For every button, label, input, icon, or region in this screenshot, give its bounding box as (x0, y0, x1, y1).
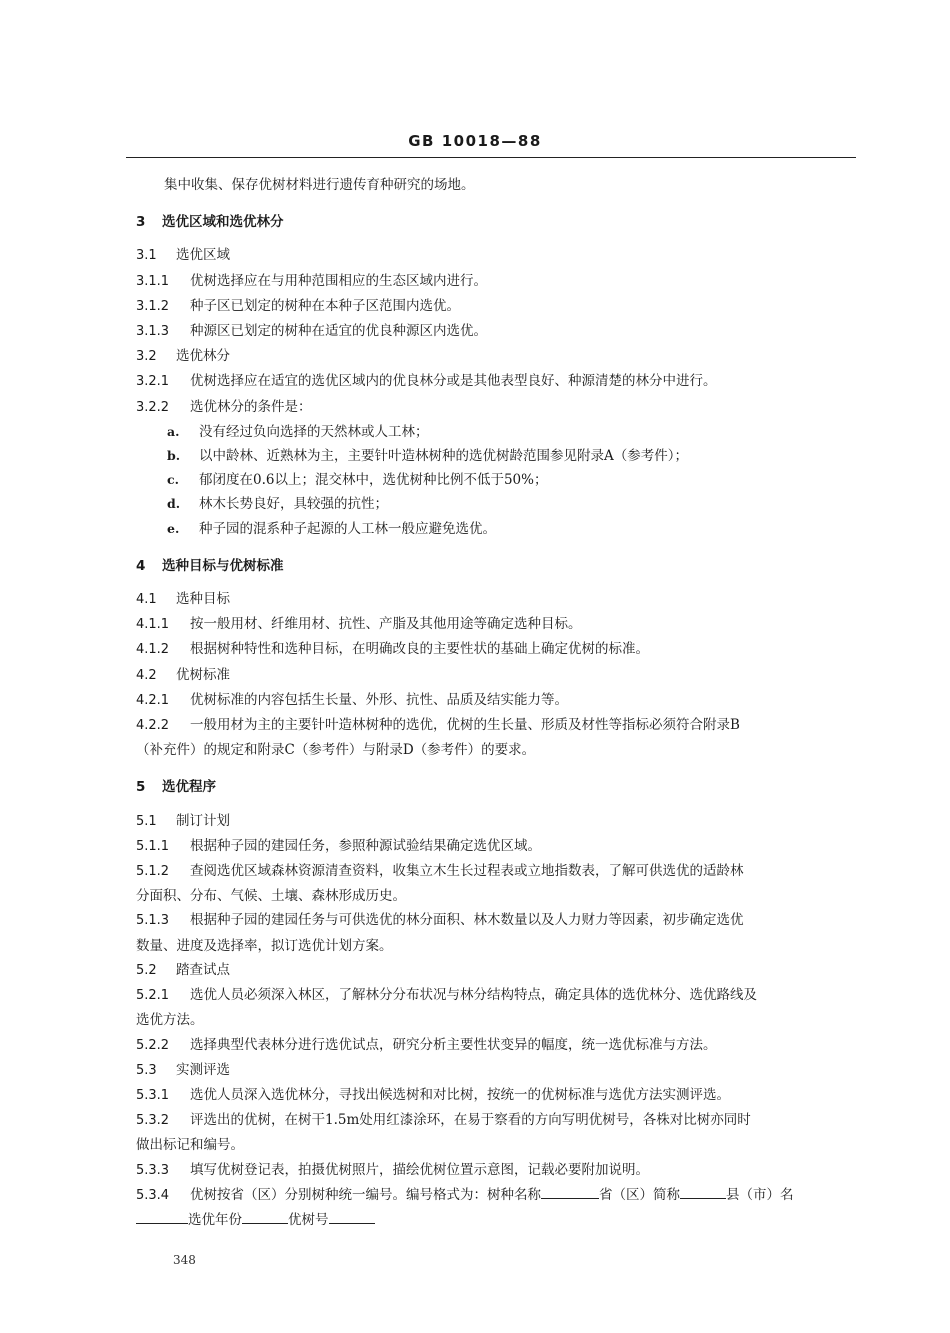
clause-number: 5.2.2 (136, 1037, 170, 1053)
clause-continuation: （补充件）的规定和附录C（参考件）与附录D（参考件）的要求。 (136, 742, 536, 759)
clause-number: 4.1.2 (136, 642, 170, 658)
clause-5-1-1 (136, 834, 860, 859)
clause-number: 5.3.1 (136, 1087, 170, 1103)
condition-item (136, 444, 860, 468)
clause-text: 优树按省（区）分别树种统一编号。编号格式为：树种名称 (190, 1186, 541, 1203)
clause-3-1-2 (136, 294, 860, 319)
clause-5-3-4-continuation (136, 1208, 860, 1232)
clause-text: 选优人员深入选优林分，寻找出候选树和对比树，按统一的优树标准与选优方法实测评选。 (190, 1086, 730, 1103)
clause-number: 4.1.1 (136, 617, 170, 633)
condition-item (136, 420, 860, 444)
header-rule (126, 157, 856, 158)
section-title: 选优程序 (162, 779, 216, 796)
section-number: 3 (136, 214, 146, 231)
clause-number: 5.3.2 (136, 1113, 170, 1129)
clause-number: 5.1.2 (136, 864, 170, 880)
item-text: 没有经过负向选择的天然林或人工林； (199, 423, 429, 440)
clause-5-3 (136, 1058, 860, 1083)
clause-5-2-1 (136, 983, 860, 1008)
clause-4-1-1 (136, 612, 860, 637)
clause-4-2-1 (136, 688, 860, 713)
clause-5-2 (136, 958, 860, 983)
clause-text: 选优区域 (176, 247, 230, 264)
clause-3-2 (136, 344, 860, 369)
item-label: a. (167, 423, 180, 439)
clause-continuation: 选优方法。 (136, 1012, 204, 1029)
clause-text: 种子区已划定的树种在本种子区范围内选优。 (190, 297, 460, 314)
clause-text: 评选出的优树，在树干1.5m处用红漆涂环，在易于察看的方向写明优树号，各株对比树亦同时 (190, 1112, 751, 1129)
section-5-heading (136, 775, 860, 799)
clause-text: 选种目标 (176, 591, 230, 608)
item-label: c. (167, 472, 179, 488)
section-title: 选种目标与优树标准 (162, 557, 284, 574)
clause-number: 3.2.2 (136, 399, 170, 415)
clause-number: 3.1.2 (136, 298, 170, 314)
page-number: 348 (173, 1253, 196, 1267)
clause-4-2-2 (136, 713, 860, 738)
section-title: 选优区域和选优林分 (162, 214, 284, 231)
document-body (136, 173, 860, 1232)
clause-3-1-3 (136, 319, 860, 344)
condition-item (136, 492, 860, 516)
clause-number: 5.3.4 (136, 1187, 170, 1203)
item-text: 种子园的混系种子起源的人工林一般应避免选优。 (199, 520, 496, 537)
condition-item (136, 517, 860, 541)
clause-text: 查阅选优区域森林资源清查资料，收集立木生长过程表或立地指数表，了解可供选优的适龄林 (190, 863, 744, 880)
clause-number: 5.2.1 (136, 988, 170, 1004)
clause-number: 4.1 (136, 592, 157, 608)
clause-text: 种源区已划定的树种在适宜的优良种源区内选优。 (190, 323, 487, 340)
clause-text: 填写优树登记表，拍摄优树照片，描绘优树位置示意图，记载必要附加说明。 (190, 1161, 649, 1178)
item-label: e. (167, 520, 180, 536)
clause-text: 根据种子园的建园任务与可供选优的林分面积、林木数量以及人力财力等因素，初步确定选优 (190, 912, 744, 929)
clause-text: 优树选择应在适宜的选优区域内的优良林分或是其他表型良好、种源清楚的林分中进行。 (190, 373, 717, 390)
clause-number: 5.1.1 (136, 838, 170, 854)
clause-number: 3.1.1 (136, 273, 170, 289)
clause-text-part: 省（区）简称 (599, 1186, 680, 1203)
clause-continuation: 数量、进度及选择率，拟订选优计划方案。 (136, 937, 393, 954)
clause-continuation: 做出标记和编号。 (136, 1137, 244, 1154)
item-text: 以中龄林、近熟林为主，主要针叶造林树种的选优树龄范围参见附录A（参考件）； (199, 448, 688, 465)
clause-number: 5.2 (136, 962, 157, 978)
clause-number: 4.2.1 (136, 692, 170, 708)
clause-text: 制订计划 (176, 812, 230, 829)
section-4-heading (136, 554, 860, 578)
clause-text: 根据树种特性和选种目标，在明确改良的主要性状的基础上确定优树的标准。 (190, 641, 649, 658)
clause-5-3-1 (136, 1083, 860, 1108)
clause-text: 根据种子园的建园任务，参照种源试验结果确定选优区域。 (190, 837, 541, 854)
item-label: b. (167, 448, 181, 464)
clause-4-1 (136, 587, 860, 612)
clause-continuation: 分面积、分布、气候、土壤、森林形成历史。 (136, 888, 406, 905)
blank-field (136, 1209, 188, 1224)
clause-5-3-4 (136, 1183, 860, 1208)
condition-item (136, 468, 860, 492)
standard-header: GB 10018—88 (408, 132, 542, 150)
clause-5-1 (136, 809, 860, 834)
clause-text: 优树标准 (176, 666, 230, 683)
clause-number: 3.1.3 (136, 324, 170, 340)
clause-3-2-1 (136, 369, 860, 394)
clause-5-2-2 (136, 1033, 860, 1058)
item-label: d. (167, 496, 181, 512)
clause-text: 实测评选 (176, 1061, 230, 1078)
clause-number: 5.3.3 (136, 1162, 170, 1178)
clause-4-2 (136, 663, 860, 688)
clause-5-3-2 (136, 1108, 860, 1133)
clause-text: 选优林分的条件是： (190, 398, 312, 415)
clause-text: 优树选择应在与用种范围相应的生态区域内进行。 (190, 272, 487, 289)
clause-3-1 (136, 243, 860, 268)
clause-number: 4.2 (136, 667, 157, 683)
clause-text: 按一般用材、纤维用材、抗性、产脂及其他用途等确定选种目标。 (190, 616, 582, 633)
clause-text: 优树标准的内容包括生长量、外形、抗性、品质及结实能力等。 (190, 691, 568, 708)
clause-text: 选优林分 (176, 348, 230, 365)
clause-text-part: 选优年份 (188, 1211, 242, 1228)
section-number: 5 (136, 779, 146, 796)
clause-text: 选择典型代表林分进行选优试点，研究分析主要性状变异的幅度，统一选优标准与方法。 (190, 1036, 717, 1053)
clause-text: 选优人员必须深入林区，了解林分分布状况与林分结构特点，确定具体的选优林分、选优路线及 (190, 987, 757, 1004)
clause-number: 3.2.1 (136, 374, 170, 390)
clause-5-3-3 (136, 1158, 860, 1183)
clause-5-1-2 (136, 859, 860, 884)
blank-field (242, 1209, 288, 1224)
clause-number: 5.1 (136, 813, 157, 829)
blank-field (541, 1184, 599, 1199)
clause-number: 4.2.2 (136, 718, 170, 734)
clause-3-2-2 (136, 395, 860, 420)
section-number: 4 (136, 557, 146, 574)
item-text: 郁闭度在0.6以上；混交林中，选优树种比例不低于50%； (199, 472, 548, 489)
blank-field (680, 1184, 726, 1199)
clause-number: 3.1 (136, 248, 157, 264)
clause-number: 5.1.3 (136, 913, 170, 929)
clause-4-1-2 (136, 637, 860, 662)
item-text: 林木长势良好，具较强的抗性； (199, 496, 388, 513)
intro-line: 集中收集、保存优树材料进行遗传育种研究的场地。 (164, 177, 475, 193)
blank-field (329, 1209, 375, 1224)
clause-text-part: 县（市）名 (726, 1186, 794, 1203)
clause-text-part: 优树号 (288, 1211, 329, 1228)
clause-5-1-3 (136, 908, 860, 933)
clause-number: 3.2 (136, 349, 157, 365)
section-3-heading (136, 210, 860, 234)
clause-text: 踏查试点 (176, 961, 230, 978)
clause-3-1-1 (136, 269, 860, 294)
clause-number: 5.3 (136, 1062, 157, 1078)
clause-text: 一般用材为主的主要针叶造林树种的选优，优树的生长量、形质及材性等指标必须符合附录B (190, 717, 740, 734)
